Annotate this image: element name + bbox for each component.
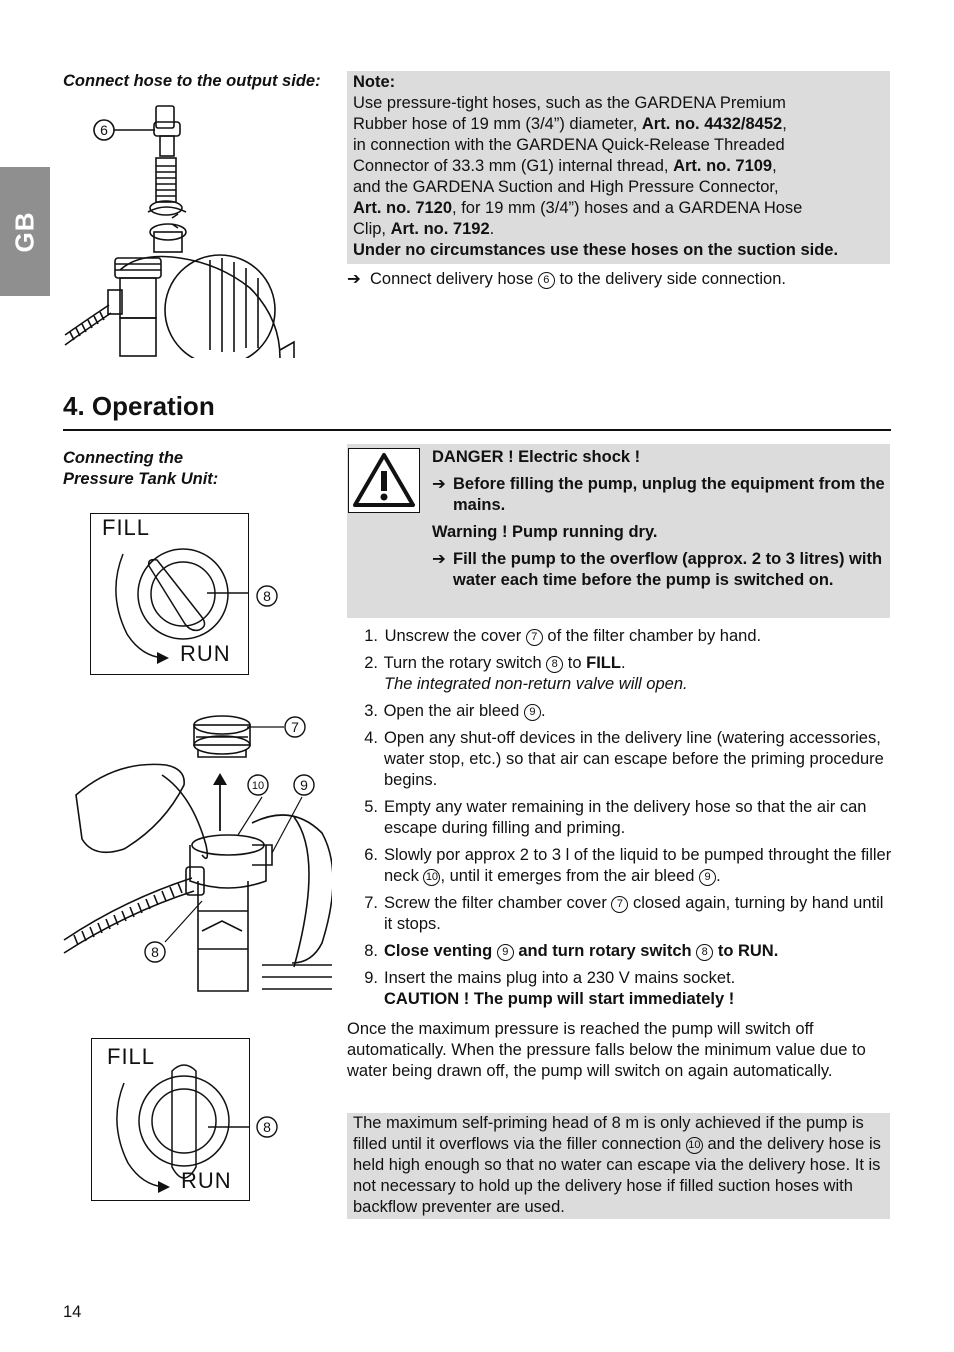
step-number: 8. (364, 942, 378, 960)
step-text: . (540, 702, 546, 720)
callout-7: 7 (526, 629, 543, 646)
hose-connection-illustration (60, 100, 305, 358)
callout-7-label: 7 (291, 719, 299, 735)
list-item (347, 845, 892, 887)
step-text: Open any shut-off devices in the delivery line (watering accessories, water stop, etc.) so that air can escape before the priming procedure begins. (384, 729, 884, 789)
callout-10: 10 (423, 869, 440, 886)
step-text: of the filter chamber by hand. (542, 627, 762, 645)
pressure-paragraph: Once the maximum pressure is reached the pump will switch off automatically. When the pressure falls below the minimum value due to water being drawn off, the pump will switch on again automatically. (347, 1020, 866, 1080)
dial1-callout-8 (254, 583, 280, 609)
note-art-4432: Art. no. 4432/8452 (641, 115, 783, 133)
note-title: Note: (353, 73, 396, 91)
callout-9-label: 9 (300, 777, 308, 793)
danger-box (347, 444, 890, 618)
dial2-graphic (92, 1039, 249, 1200)
step-text: Turn the rotary switch (383, 654, 547, 672)
section-title: 4. Operation (63, 391, 215, 421)
list-item (347, 626, 892, 647)
list-item (347, 797, 892, 839)
callout-7: 7 (611, 896, 628, 913)
step-text: Empty any water remaining in the delivery hose so that the air can escape during filling and priming. (384, 798, 867, 837)
danger-item-1: Before filling the pump, unplug the equipment from the mains. (453, 475, 885, 514)
step-text: Unscrew the cover (384, 627, 526, 645)
language-tab (0, 167, 50, 296)
warning-item-1: Fill the pump to the overflow (approx. 2 to 3 litres) with water each time before the pump is switched on. (453, 550, 883, 589)
step-text: Slowly por approx 2 to 3 l of the liquid to be pumped throught the filler neck (384, 846, 892, 885)
step-bold: and turn rotary switch (513, 942, 697, 960)
list-item (347, 728, 892, 791)
rotary-switch-run-diagram (91, 1038, 250, 1201)
step-text: closed again, turning by hand until it stops. (384, 894, 884, 933)
step-text: Open the air bleed (383, 702, 524, 720)
tip-text-post: and the delivery hose is held high enough so that no water can escape via the delivery hose. It is not necessary to hold up the delivery hose if filled suction hoses with backflow preventer are used. (353, 1135, 881, 1216)
callout-8: 8 (696, 944, 713, 961)
callout-10-label: 10 (251, 780, 265, 792)
note-line-3: in connection with the GARDENA Quick-Release Threaded (353, 136, 785, 154)
callout-6-label: 6 (100, 122, 108, 138)
step-number: 4. (364, 729, 378, 747)
note-warning: Under no circumstances use these hoses on the suction side. (353, 241, 839, 259)
step-bold: to RUN. (713, 942, 779, 960)
dial1-run-label: RUN (180, 641, 231, 666)
priming-tip-box (347, 1113, 890, 1219)
note-art-7109: Art. no. 7109 (673, 157, 773, 175)
callout-9: 9 (524, 704, 541, 721)
dial2-callout-text: 8 (263, 1119, 271, 1135)
output-side-caption: Connect hose to the output side: (63, 72, 321, 90)
pump-filling-illustration (62, 705, 332, 1000)
instruction-pre: Connect delivery hose (370, 270, 538, 288)
tip-text-pre: The maximum self-priming head of 8 m is only achieved if the pump is filled until it overflows via the filler connection (353, 1114, 864, 1153)
note-art-7120: Art. no. 7120 (353, 199, 453, 217)
dial2-fill-label: FILL (107, 1044, 156, 1069)
step-number: 2. (364, 654, 378, 672)
step-text: Insert the mains plug into a 230 V mains socket. (384, 969, 736, 987)
step-number: 6. (364, 846, 378, 864)
instruction-post: to the delivery side connection. (554, 270, 786, 288)
note-line-2: Rubber hose of 19 mm (3/4”) diameter, (353, 115, 642, 133)
note-line-7: Clip, (353, 220, 391, 238)
note-line-4: Connector of 33.3 mm (G1) internal thread, (353, 157, 674, 175)
note-period: . (489, 220, 495, 238)
callout-8: 8 (546, 656, 563, 673)
note-comma-1: , (782, 115, 787, 133)
note-line-6: , for 19 mm (3/4”) hoses and a GARDENA Hose (452, 199, 803, 217)
list-item (347, 968, 892, 1010)
step-number: 7. (364, 894, 378, 912)
list-item (347, 653, 892, 695)
callout-9: 9 (497, 944, 514, 961)
dial1-fill-label: FILL (102, 515, 151, 540)
note-line-5: and the GARDENA Suction and High Pressure Connector, (353, 178, 779, 196)
dial2-callout-8 (254, 1114, 280, 1140)
step-text: to (563, 654, 587, 672)
step-bold: FILL (586, 654, 621, 672)
caution-text: CAUTION ! The pump will start immediately ! (384, 990, 735, 1008)
step-italic: The integrated non-return valve will open. (384, 675, 688, 693)
callout-10: 10 (686, 1137, 703, 1154)
arrow-icon: ➔ (432, 475, 446, 493)
delivery-hose-instruction (347, 269, 786, 290)
dial1-callout-text: 8 (263, 588, 271, 604)
note-art-7192: Art. no. 7192 (390, 220, 490, 238)
step-text: . (620, 654, 626, 672)
step-number: 5. (364, 798, 378, 816)
pressure-tank-caption (63, 448, 218, 490)
step-text: , until it emerges from the air bleed (440, 867, 700, 885)
warning-triangle-icon (348, 448, 420, 513)
section-rule (63, 429, 891, 431)
step-number: 9. (364, 969, 378, 987)
step-text: . (716, 867, 721, 885)
list-item (347, 701, 892, 722)
danger-title: DANGER ! Electric shock ! (432, 448, 641, 466)
step-bold: Close venting (384, 942, 497, 960)
list-item (347, 941, 892, 962)
step-number: 1. (364, 627, 378, 645)
list-item (347, 893, 892, 935)
note-line-1: Use pressure-tight hoses, such as the GARDENA Premium (353, 94, 786, 112)
callout-9: 9 (699, 869, 716, 886)
note-comma-2: , (772, 157, 777, 175)
operation-steps (347, 626, 892, 1016)
dial1-graphic (91, 514, 248, 674)
dial2-run-label: RUN (181, 1168, 232, 1193)
page-number: 14 (63, 1303, 82, 1321)
caption-line-2: Pressure Tank Unit: (63, 470, 219, 488)
rotary-switch-fill-diagram (90, 513, 249, 675)
language-tab-label: GB (9, 211, 40, 252)
step-number: 3. (364, 702, 378, 720)
caption-line-1: Connecting the (63, 449, 184, 467)
warning-title: Warning ! Pump running dry. (432, 523, 658, 541)
callout-8-label: 8 (151, 944, 159, 960)
callout-6: 6 (538, 272, 555, 289)
arrow-icon: ➔ (432, 550, 446, 568)
step-text: Screw the filter chamber cover (384, 894, 612, 912)
arrow-icon: ➔ (347, 270, 361, 288)
note-box (347, 71, 890, 264)
